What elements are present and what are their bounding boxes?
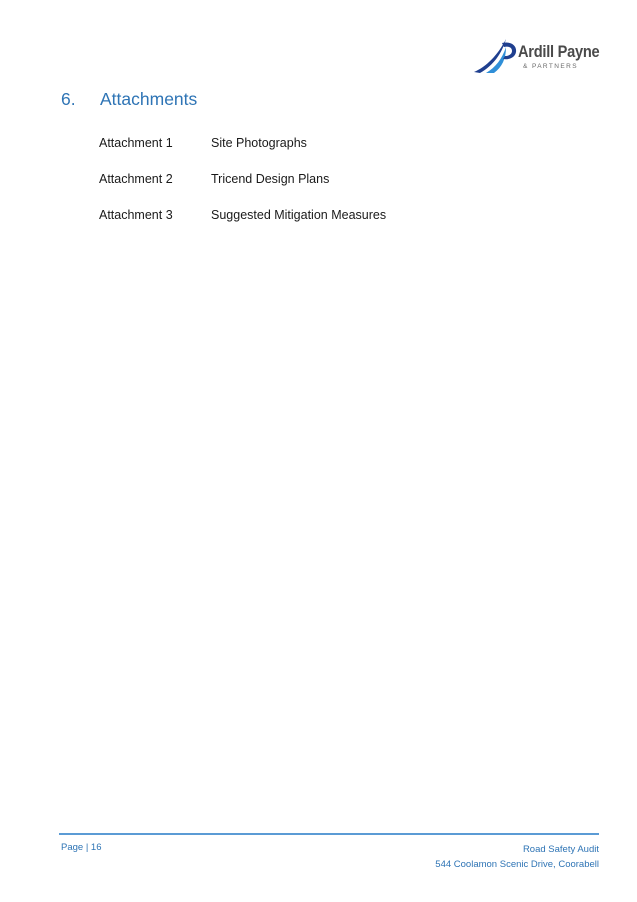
section-heading [61, 89, 197, 110]
footer-doc-location: 544 Coolamon Scenic Drive, Coorabell [435, 859, 599, 870]
attachment-description: Suggested Mitigation Measures [211, 208, 387, 222]
footer-doc-title: Road Safety Audit [522, 844, 599, 855]
attachment-row [99, 136, 307, 150]
footer-document-info [435, 842, 599, 872]
company-logo [472, 37, 604, 77]
attachment-row [99, 172, 329, 186]
attachment-description: Site Photographs [211, 136, 307, 150]
logo-name: Ardill Payne [518, 42, 600, 61]
logo-subtitle: & PARTNERS [523, 63, 578, 70]
section-number: 6. [61, 89, 76, 109]
sail-logo-icon [472, 37, 520, 75]
footer-divider [59, 833, 599, 835]
page-number: Page | 16 [61, 842, 102, 853]
section-title: Attachments [100, 89, 198, 109]
attachment-description: Tricend Design Plans [211, 172, 330, 186]
attachment-label: Attachment 3 [99, 208, 173, 222]
attachment-label: Attachment 1 [99, 136, 173, 150]
attachment-label: Attachment 2 [99, 172, 173, 186]
attachment-row [99, 208, 386, 222]
